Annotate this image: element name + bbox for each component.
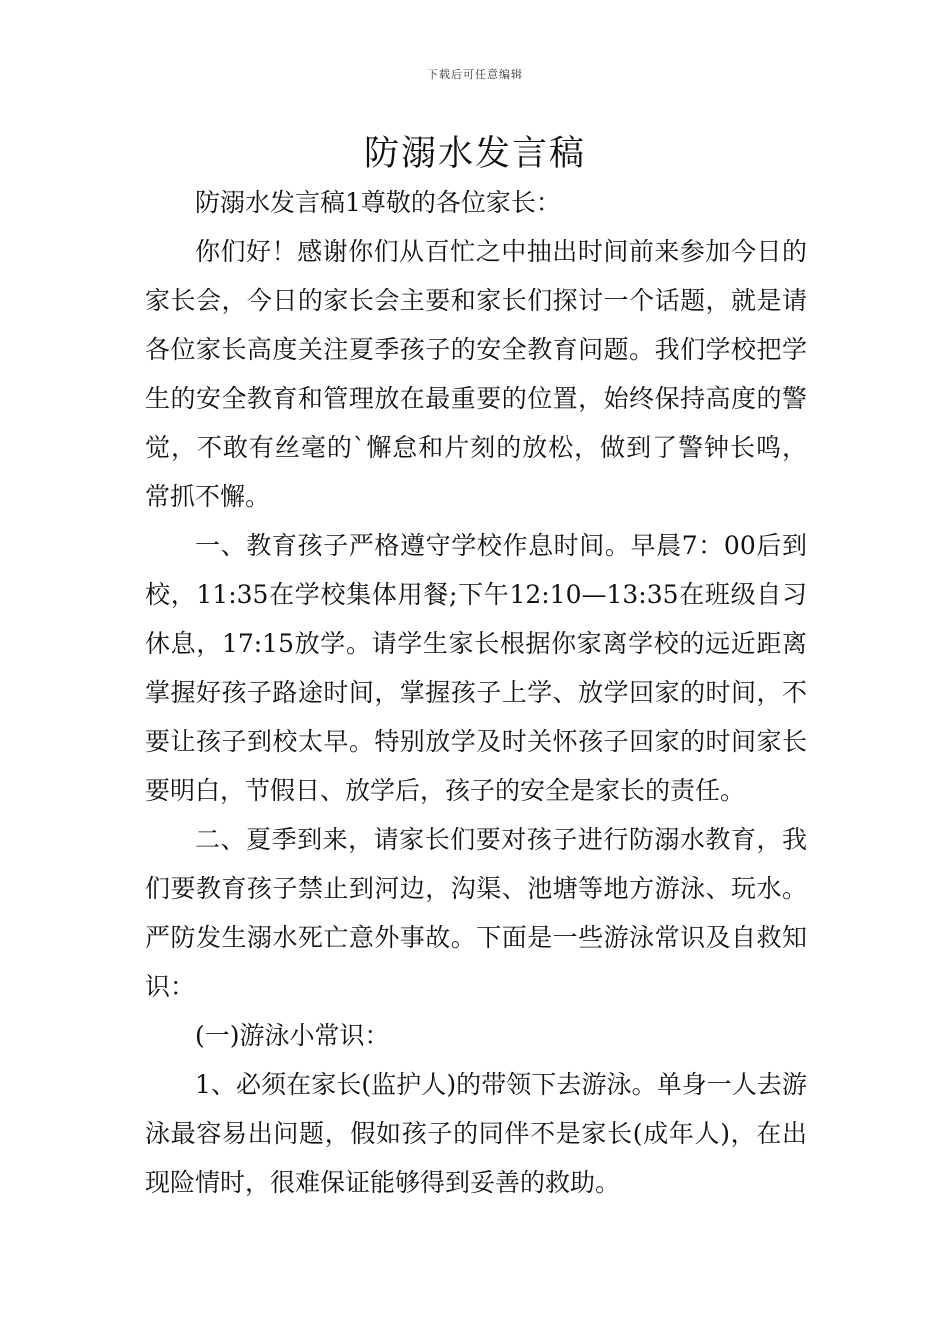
document-body [145, 178, 807, 1207]
paragraph-point-two: 二、夏季到来，请家长们要对孩子进行防溺水教育，我们要教育孩子禁止到河边，沟渠、池塘等地方游泳、玩水。严防发生溺水死亡意外事故。下面是一些游泳常识及自救知识： [145, 825, 807, 1001]
document-title: 防溺水发言稿 [363, 134, 586, 174]
paragraph-tip-one: 1、必须在家长(监护人)的带领下去游泳。单身一人去游泳最容易出问题，假如孩子的同伴不是家长(成年人)，在出现险情时，很难保证能够得到妥善的救助。 [145, 1070, 807, 1197]
paragraph-greeting: 防溺水发言稿1尊敬的各位家长： [195, 188, 561, 217]
paragraph-point-one: 一、教育孩子严格遵守学校作息时间。早晨7：00后到校，11:35在学校集体用餐;下午12:10—13:35在班级自习休息，17:15放学。请学生家长根据你家离学校的远近距离掌握好孩子路途时间，掌握孩子上学、放学回家的时间，不要让孩子到校太早。特别放学及时关怀孩子回家的时间家长要明白，节假日、放学后，孩子的安全是家长的责任。 [145, 531, 807, 805]
paragraph-intro: 你们好！感谢你们从百忙之中抽出时间前来参加今日的家长会，今日的家长会主要和家长们探讨一个话题，就是请各位家长高度关注夏季孩子的安全教育问题。我们学校把学生的安全教育和管理放在最重要的位置，始终保持高度的警觉，不敢有丝毫的`懈怠和片刻的放松，做到了警钟长鸣，常抓不懈。 [145, 237, 807, 511]
paragraph-subheading-swimming: (一)游泳小常识： [195, 1021, 390, 1050]
header-note: 下载后可任意编辑 [427, 68, 523, 81]
